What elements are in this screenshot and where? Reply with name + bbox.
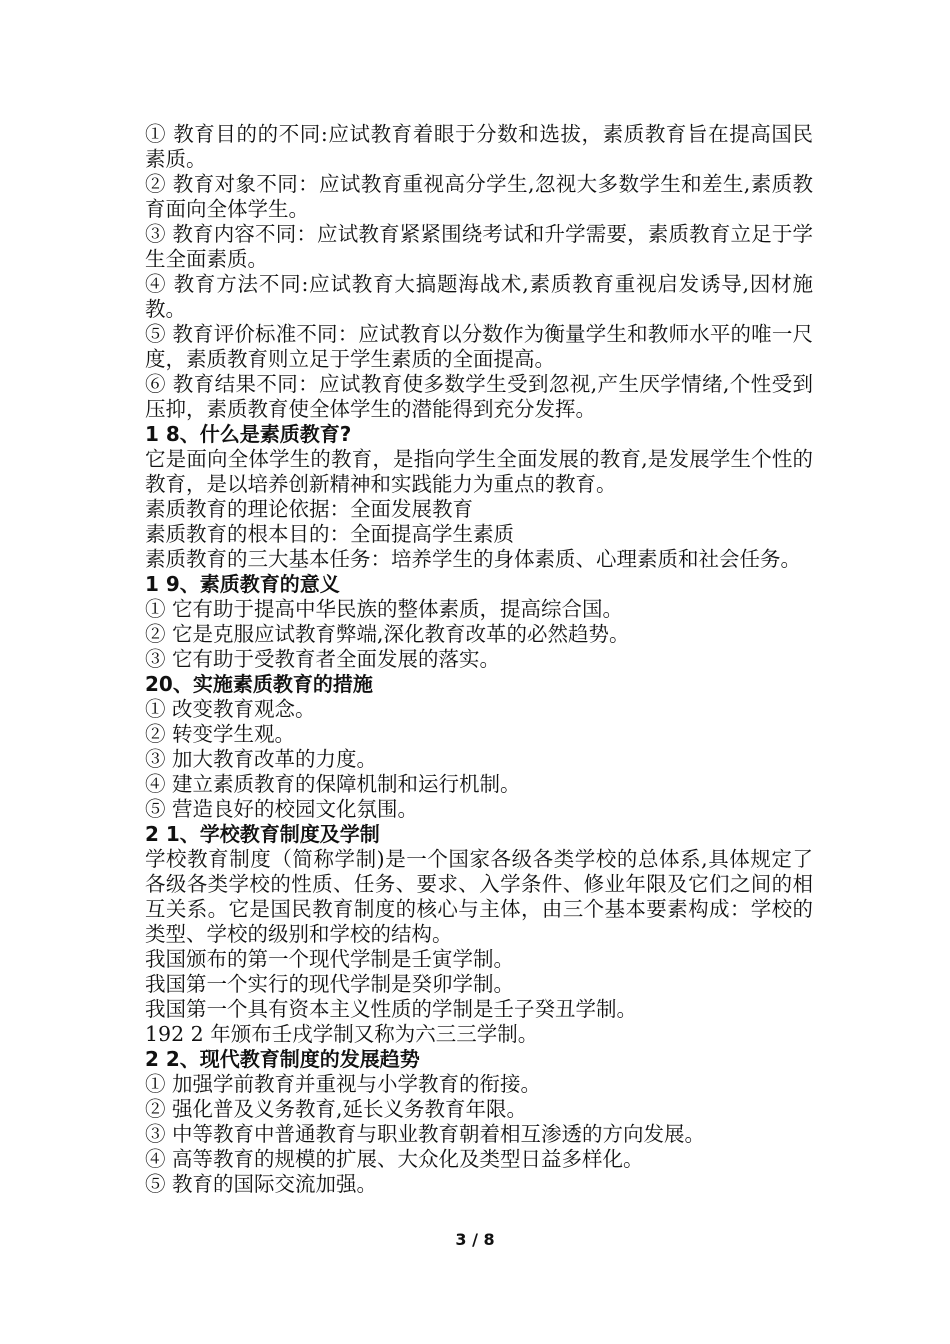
section-21: [145, 822, 813, 1047]
section-17-item-6: ⑥ 教育结果不同：应试教育使多数学生受到忽视,产生厌学情绪,个性受到压抑，素质教育使全体学生的潜能得到充分发挥。: [145, 372, 813, 421]
section-18-paragraph-3: 素质教育的根本目的：全面提高学生素质: [145, 522, 514, 546]
section-21-paragraph-3: 我国第一个实行的现代学制是癸卯学制。: [145, 972, 514, 996]
section-19-item-3: ③ 它有助于受教育者全面发展的落实。: [145, 647, 501, 671]
section-18-paragraph-1: 它是面向全体学生的教育，是指向学生全面发展的教育,是发展学生个性的教育，是以培养创新精神和实践能力为重点的教育。: [145, 447, 813, 496]
section-17-item-4: ④ 教育方法不同:应试教育大搞题海战术,素质教育重视启发诱导,因材施教。: [145, 272, 813, 321]
section-22-item-1: ① 加强学前教育并重视与小学教育的衔接。: [145, 1072, 542, 1096]
section-20-heading: 20、实施素质教育的措施: [145, 672, 373, 696]
section-21-paragraph-1: 学校教育制度（简称学制)是一个国家各级各类学校的总体系,具体规定了各级各类学校的性质、任务、要求、入学条件、修业年限及它们之间的相互关系。它是国民教育制度的核心与主体，由三个基本要素构成：学校的类型、学校的级别和学校的结构。: [145, 847, 813, 946]
section-17-item-2: ② 教育对象不同：应试教育重视高分学生,忽视大多数学生和差生,素质教育面向全体学生。: [145, 172, 813, 221]
section-17-item-3: ③ 教育内容不同：应试教育紧紧围绕考试和升学需要，素质教育立足于学生全面素质。: [145, 222, 813, 271]
section-20-item-2: ② 转变学生观。: [145, 722, 296, 746]
section-20: [145, 672, 813, 822]
section-19: [145, 572, 813, 672]
section-19-heading: 1 9、素质教育的意义: [145, 572, 340, 596]
section-17-item-1: ① 教育目的的不同:应试教育着眼于分数和选拔，素质教育旨在提高国民素质。: [145, 122, 813, 171]
section-22-item-2: ② 强化普及义务教育,延长义务教育年限。: [145, 1097, 528, 1121]
section-18-heading: 1 8、什么是素质教育?: [145, 422, 352, 446]
section-22-item-5: ⑤ 教育的国际交流加强。: [145, 1172, 378, 1196]
section-17-item-5: ⑤ 教育评价标准不同：应试教育以分数作为衡量学生和教师水平的唯一尺度，素质教育则立足于学生素质的全面提高。: [145, 322, 813, 371]
section-21-heading: 2 1、学校教育制度及学制: [145, 822, 380, 846]
page-number: 3 / 8: [455, 1230, 495, 1249]
section-22-item-3: ③ 中等教育中普通教育与职业教育朝着相互渗透的方向发展。: [145, 1122, 706, 1146]
section-22-heading: 2 2、现代教育制度的发展趋势: [145, 1047, 420, 1071]
section-19-item-2: ② 它是克服应试教育弊端,深化教育改革的必然趋势。: [145, 622, 630, 646]
section-20-item-1: ① 改变教育观念。: [145, 697, 316, 721]
section-21-paragraph-2: 我国颁布的第一个现代学制是壬寅学制。: [145, 947, 514, 971]
page-content: [145, 122, 813, 1197]
section-19-item-1: ① 它有助于提高中华民族的整体素质，提高综合国。: [145, 597, 624, 621]
section-22-item-4: ④ 高等教育的规模的扩展、大众化及类型日益多样化。: [145, 1147, 644, 1171]
section-18: [145, 422, 813, 572]
section-20-item-5: ⑤ 营造良好的校园文化氛围。: [145, 797, 419, 821]
section-22: [145, 1047, 813, 1197]
section-20-item-3: ③ 加大教育改革的力度。: [145, 747, 378, 771]
section-17-list: [145, 122, 813, 422]
section-18-paragraph-4: 素质教育的三大基本任务：培养学生的身体素质、心理素质和社会任务。: [145, 547, 801, 571]
section-18-paragraph-2: 素质教育的理论依据：全面发展教育: [145, 497, 473, 521]
section-20-item-4: ④ 建立素质教育的保障机制和运行机制。: [145, 772, 521, 796]
section-21-paragraph-5: 192 2 年颁布壬戌学制又称为六三三学制。: [145, 1022, 539, 1046]
section-21-paragraph-4: 我国第一个具有资本主义性质的学制是壬子癸丑学制。: [145, 997, 637, 1021]
